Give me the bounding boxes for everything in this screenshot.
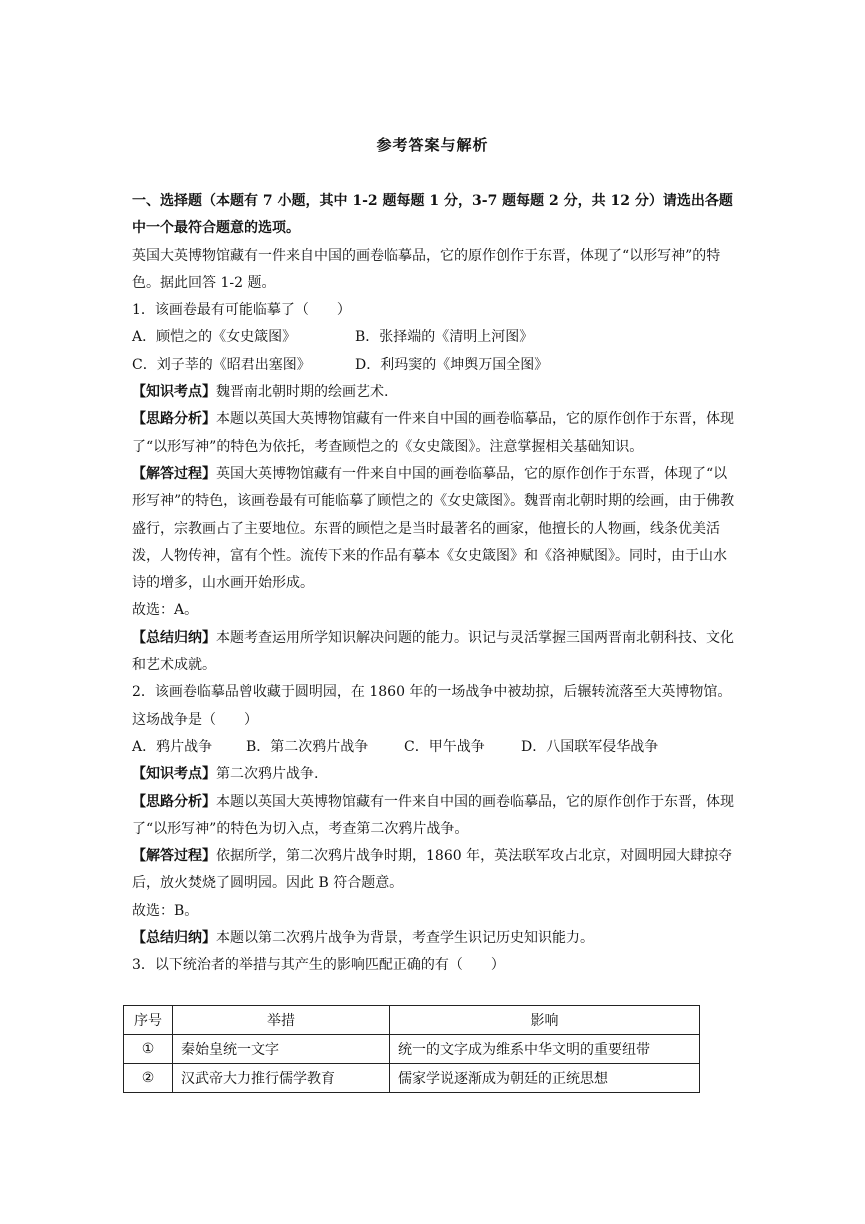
table-header-cell: 举措 xyxy=(173,1006,390,1035)
table-cell: 儒家学说逐渐成为朝廷的正统思想 xyxy=(390,1064,700,1093)
table-header-row xyxy=(124,1006,700,1035)
q2-analysis xyxy=(132,789,737,844)
q2-options-row xyxy=(132,734,737,761)
table-header-cell: 影响 xyxy=(390,1006,700,1035)
q1-summary xyxy=(132,625,737,680)
table-cell: ① xyxy=(124,1035,173,1064)
q1-kp-label: 【知识考点】 xyxy=(132,384,216,401)
q2-sum-text: 本题以第二次鸦片战争为背景，考查学生识记历史知识能力。 xyxy=(216,930,594,947)
q2-answer: 故选：B。 xyxy=(132,902,199,919)
q2-option-d: D．八国联军侵华战争 xyxy=(521,738,659,755)
table-header-cell: 序号 xyxy=(124,1006,173,1035)
q1-sol-text: 英国大英博物馆藏有一件来自中国的画卷临摹品，它的原作创作于东晋，体现了“以形写神”的特色，该画卷最有可能临摹了顾恺之的《女史箴图》。魏晋南北朝时期的绘画，由于佛教盛行，宗教画占了主要地位。东晋的顾恺之是当时最著名的画家，他擅长的人物画，线条优美活泼，人物传神，富有个性。流传下来的作品有摹本《女史箴图》和《洛神赋图》。同时，由于山水诗的增多，山水画开始形成。 xyxy=(132,465,735,592)
q1-an-label: 【思路分析】 xyxy=(132,411,216,428)
table-cell: ② xyxy=(124,1064,173,1093)
q2-kp-label: 【知识考点】 xyxy=(132,766,216,783)
q3-stem: 3．以下统治者的举措与其产生的影响匹配正确的有（ ） xyxy=(132,957,505,974)
q1-option-b: B．张择端的《清明上河图》 xyxy=(355,329,534,346)
q1-an-text: 本题以英国大英博物馆藏有一件来自中国的画卷临摹品，它的原作创作于东晋，体现了“以形写神”的特色为依托，考查顾恺之的《女史箴图》。注意掌握相关基础知识。 xyxy=(132,411,734,455)
intro-paragraph: 英国大英博物馆藏有一件来自中国的画卷临摹品，它的原作创作于东晋，体现了“以形写神”的特色。据此回答 1-2 题。 xyxy=(132,247,721,291)
section-heading: 一、选择题（本题有 7 小题，其中 1-2 题每题 1 分，3-7 题每题 2 分，共 12 分）请选出各题中一个最符合题意的选项。 xyxy=(132,193,733,237)
q1-sol-label: 【解答过程】 xyxy=(132,465,216,482)
q1-analysis xyxy=(132,406,737,461)
q1-option-c: C．刘子莘的《昭君出塞图》 xyxy=(132,356,311,373)
page-title: 参考答案与解析 xyxy=(376,136,489,154)
table-cell: 汉武帝大力推行儒学教育 xyxy=(173,1064,390,1093)
q2-summary xyxy=(132,925,737,952)
q1-options-row1 xyxy=(132,324,737,351)
table-cell: 统一的文字成为维系中华文明的重要纽带 xyxy=(390,1035,700,1064)
q2-an-text: 本题以英国大英博物馆藏有一件来自中国的画卷临摹品，它的原作创作于东晋，体现了“以形写神”的特色为切入点，考查第二次鸦片战争。 xyxy=(132,793,734,837)
content-body xyxy=(132,188,737,980)
q1-solution xyxy=(132,461,737,597)
q2-kp-text: 第二次鸦片战争. xyxy=(216,766,319,783)
q2-sum-label: 【总结归纳】 xyxy=(132,930,216,947)
q1-option-a: A．顾恺之的《女史箴图》 xyxy=(132,329,297,346)
q1-answer: 故选：A。 xyxy=(132,602,199,619)
q1-knowledge-point xyxy=(132,379,737,406)
q2-solution xyxy=(132,843,737,898)
q2-option-b: B．第二次鸦片战争 xyxy=(246,738,369,755)
q1-sum-text: 本题考查运用所学知识解决问题的能力。识记与灵活掌握三国两晋南北朝科技、文化和艺术成就。 xyxy=(132,629,734,674)
q2-option-a: A．鸦片战争 xyxy=(132,738,213,755)
table-row xyxy=(124,1064,700,1093)
q3-table xyxy=(123,1005,700,1093)
q2-knowledge-point xyxy=(132,761,737,788)
q1-kp-text: 魏晋南北朝时期的绘画艺术. xyxy=(216,384,389,401)
q1-options-row2 xyxy=(132,352,737,379)
q1-stem: 1．该画卷最有可能临摹了（ ） xyxy=(132,302,351,319)
table-cell: 秦始皇统一文字 xyxy=(173,1035,390,1064)
q1-option-d: D．利玛窦的《坤舆万国全图》 xyxy=(355,356,549,373)
q2-stem: 2．该画卷临摹品曾收藏于圆明园，在 1860 年的一场战争中被劫掠，后辗转流落至大英博物馆。这场战争是（ ） xyxy=(132,684,732,728)
q2-sol-label: 【解答过程】 xyxy=(132,848,216,865)
table-row xyxy=(124,1035,700,1064)
q2-an-label: 【思路分析】 xyxy=(132,793,216,810)
q2-sol-text: 依据所学，第二次鸦片战争时期，1860 年，英法联军攻占北京，对圆明园大肆掠夺后，放火焚烧了圆明园。因此 B 符合题意。 xyxy=(132,848,733,892)
q2-option-c: C．甲午战争 xyxy=(404,738,485,755)
q1-sum-label: 【总结归纳】 xyxy=(132,629,216,646)
